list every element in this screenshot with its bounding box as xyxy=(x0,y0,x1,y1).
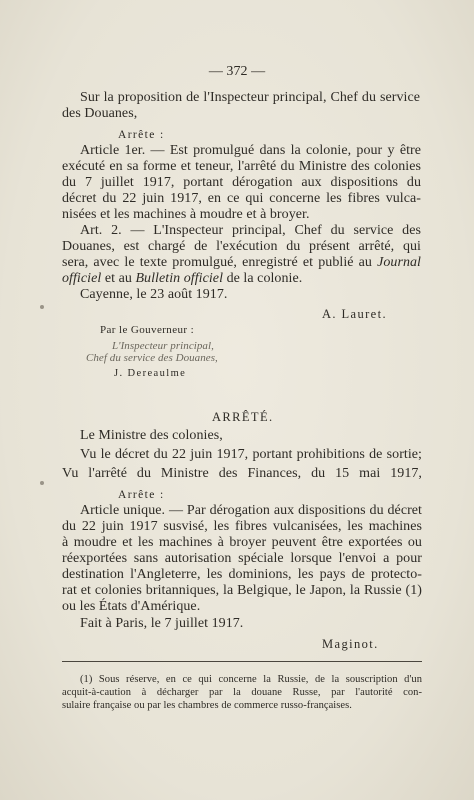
vu-line: Vu l'arrêté du Ministre des Finances, du 15 mai 1917, xyxy=(62,466,422,481)
arrete-heading: Arrête : xyxy=(118,129,165,141)
article2-line: Art. 2. — L'Inspecteur principal, Chef du service des xyxy=(80,223,421,238)
decree1-intro-line: Sur la proposition de l'Inspecteur principal, Chef du service xyxy=(80,90,420,105)
signatory: A. Lauret. xyxy=(322,307,388,321)
footnote-divider xyxy=(62,661,422,662)
inspecteur-title: L'Inspecteur principal, xyxy=(112,340,214,352)
ministre-line: Le Ministre des colonies, xyxy=(80,428,223,443)
footnote-line: sulaire française ou par les chambres de commerce russo-françaises. xyxy=(62,700,352,711)
decree1-intro-line: des Douanes, xyxy=(62,106,138,121)
signatory: Maginot. xyxy=(322,637,379,651)
paper-speck xyxy=(40,481,44,485)
arrete-title: ARRÊTÉ. xyxy=(212,410,274,424)
paper-speck xyxy=(40,305,44,309)
article-unique-line: à moudre et les machines à broyer peuvent être exportées ou xyxy=(62,535,422,550)
article-unique-line: destination l'Angleterre, les dominions, les pays de protecto- xyxy=(62,567,422,582)
article1-line: nisées et les machines à moudre et à broyer. xyxy=(62,207,310,222)
footnote-line: acquit-à-caution à décharger par la douane Russe, par l'autorité con- xyxy=(62,687,422,698)
article-unique-line: réexportées sans autorisation spéciale lorsque l'envoi a pour xyxy=(62,551,422,566)
article2-line: officiel et au Bulletin officiel de la colonie. xyxy=(62,271,303,286)
article-unique-line: du 22 juin 1917 susvisé, les fibres vulcanisées, les machines xyxy=(62,519,422,534)
article1-line: du 7 juillet 1917, portant dérogation aux dispositions du xyxy=(62,175,421,190)
page-number: — 372 — xyxy=(208,64,266,79)
place-date: Fait à Paris, le 7 juillet 1917. xyxy=(80,616,244,631)
inspecteur-name: J. Dereaulme xyxy=(114,368,187,379)
article1-line: décret du 22 juin 1917, en ce qui concerne les fibres vulca- xyxy=(62,191,421,206)
article1-line: Article 1er. — Est promulgué dans la colonie, pour y être xyxy=(80,143,421,158)
place-date: Cayenne, le 23 août 1917. xyxy=(80,287,228,302)
article-unique-line: Article unique. — Par dérogation aux dispositions du décret xyxy=(80,503,422,518)
arrete-heading: Arrête : xyxy=(118,489,165,501)
article2-line: sera, avec le texte promulgué, enregistré et publié au Journal xyxy=(62,255,421,270)
par-le-gouverneur: Par le Gouverneur : xyxy=(100,324,195,336)
footnote-line: (1) Sous réserve, en ce qui concerne la Russie, de la souscription d'un xyxy=(80,674,422,685)
article-unique-line: rat et colonies britanniques, la Belgique, le Japon, la Russie (1) xyxy=(62,583,422,598)
article1-line: exécuté en sa forme et teneur, l'arrêté du Ministre des colonies xyxy=(62,159,421,174)
article2-line: Douanes, est chargé de l'exécution du présent arrêté, qui xyxy=(62,239,421,254)
inspecteur-title: Chef du service des Douanes, xyxy=(86,352,218,364)
article-unique-line: ou les États d'Amérique. xyxy=(62,599,201,614)
vu-line: Vu le décret du 22 juin 1917, portant prohibitions de sortie; xyxy=(80,447,422,462)
